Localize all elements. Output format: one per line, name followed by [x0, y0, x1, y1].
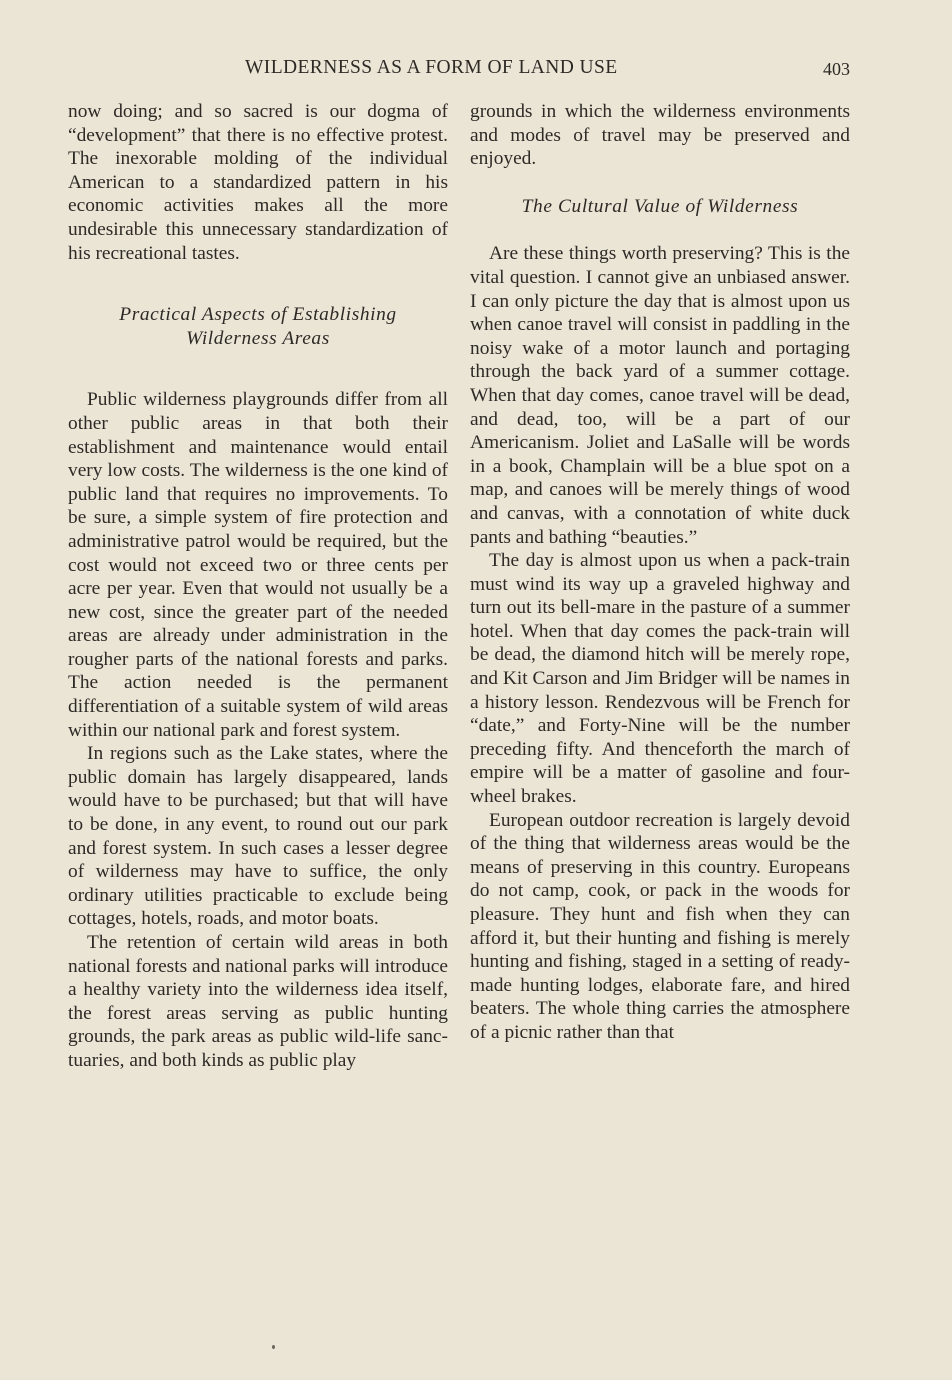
paragraph: The day is almost upon us when a pack-train must wind its way up a graveled highway and turn out its bell-mare in the pasture of a summer hotel. When that day comes the pack-train will be dead, the diamond hitch will be merely rope, and Kit Carson and Jim Bridger will be names in a history lesson. Rendezvous will be French for “date,” and Forty-Nine will be the number preceding fifty. And thenceforth the march of empire will be a matter of gasoline and four-wheel brakes.: [470, 550, 850, 808]
section-heading: The Cultural Value of Wilderness: [521, 195, 799, 217]
running-header: [0, 57, 952, 81]
paragraph: now doing; and so sacred is our dogma of “development” that there is no effective protest. The inexorable molding of the individual American to a standardized pattern in his economic activities makes all the more undesirable this unnecessary standardization of his recreational tastes.: [68, 101, 448, 264]
running-title: WILDERNESS AS A FORM OF LAND USE: [245, 57, 618, 78]
ink-speck: [272, 1345, 275, 1349]
paragraph: grounds in which the wilderness environments and modes of travel may be preserved and enjoyed.: [470, 101, 850, 170]
left-column: [68, 100, 448, 1073]
paragraph: In regions such as the Lake states, where the public domain has largely disappeared, lands would have to be purchased; but that will have to be done, in any event, to round out our park and forest system. In such cases a lesser degree of wilderness may have to suffice, the only ordinary utilities practicable to exclude being cottages, hotels, roads, and motor boats.: [68, 743, 448, 930]
paragraph: European outdoor recreation is largely devoid of the thing that wilderness areas would be the means of preserving in this country. Europeans do not camp, cook, or pack in the woods for pleasure. They hunt and fish when they can afford it, but their hunting and fishing is merely hunting and fishing, staged in a setting of ready-made hunting lodges, elaborate fare, and hired beaters. The whole thing carries the atmosphere of a picnic rather than that: [470, 809, 850, 1043]
section-heading-line: Wilderness Areas: [186, 327, 330, 349]
right-column: [470, 100, 850, 1045]
paragraph: Are these things worth preserving? This is the vital question. I cannot give an unbiased answer. I can only picture the day that is almost upon us when canoe travel will consist in paddling in the noisy wake of a motor launch and portaging through the back yard of a summer cottage. When that day comes, canoe travel will be dead, and dead, too, will be a part of our Americanism. Joliet and LaSalle will be words in a book, Champlain will be a blue spot on a map, and canoes will be merely things of wood and canvas, with a connotation of white duck pants and bathing “beauties.”: [470, 243, 850, 548]
section-heading: [68, 303, 448, 350]
section-heading-line: Practical Aspects of Establishing: [119, 304, 397, 326]
paragraph: Public wilderness playgrounds differ from all other public areas in that both their establishment and maintenance would entail very low costs. The wilderness is the one kind of public land that requires no improvements. To be sure, a simple system of fire protection and administrative patrol would be required, but the cost would not exceed two or three cents per acre per year. Even that would not usually be a new cost, since the greater part of the needed areas are already under administration in the rougher parts of the national forests and parks. The action needed is the permanent differentiation of a suitable system of wild areas within our national park and forest system.: [68, 389, 448, 741]
page-number: 403: [823, 59, 850, 79]
paragraph: The retention of certain wild areas in both national forests and national parks will introduce a healthy variety into the wilderness idea itself, the forest areas serving as public hunting grounds, the park areas as public wild-life sanctuaries, and both kinds as public play: [68, 932, 448, 1071]
